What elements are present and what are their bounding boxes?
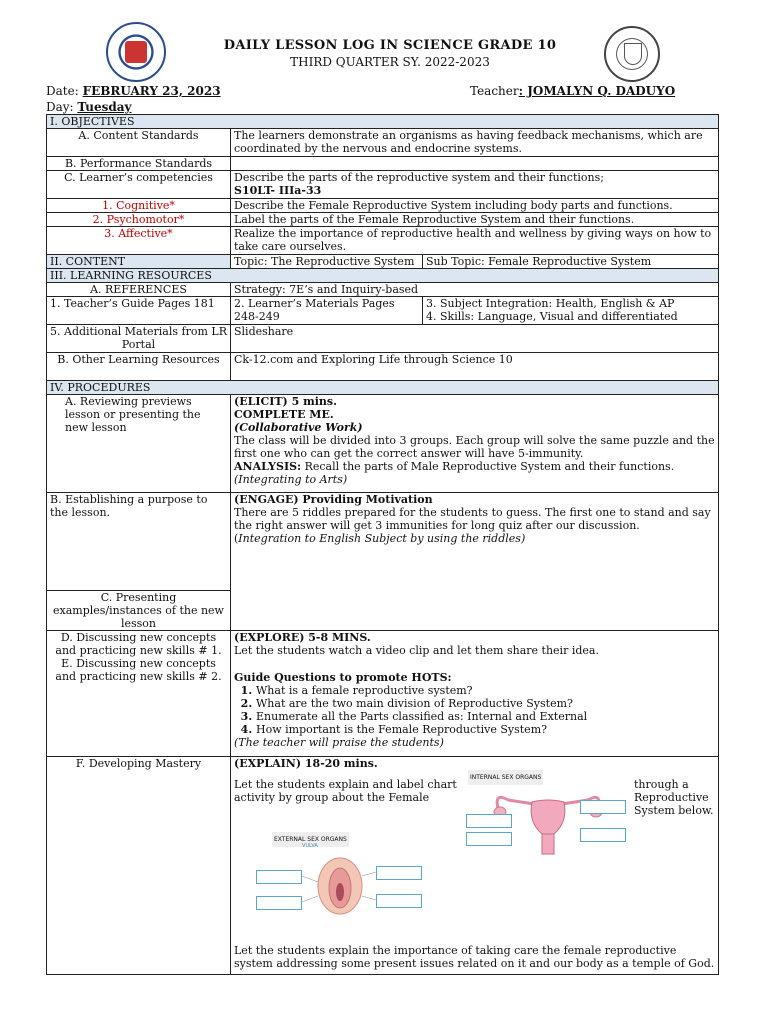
step-c-label: C. Presenting examples/instances of the new lesson [47, 591, 231, 631]
document-subtitle: THIRD QUARTER SY. 2022-2023 [290, 55, 490, 69]
other-resources-label: B. Other Learning Resources [47, 353, 231, 381]
performance-standards-label: B. Performance Standards [47, 157, 231, 171]
content-heading: II. CONTENT [47, 255, 231, 269]
hots-question: 3. Enumerate all the Parts classified as: Internal and External [256, 710, 715, 723]
external-organs-title: EXTERNAL SEX ORGANS [272, 832, 349, 847]
hots-question: 2. What are the two main division of Reproductive System? [256, 697, 715, 710]
day-value: Tuesday [77, 100, 132, 114]
learners-materials-text: 2. Learner’s Materials Pages 248-249 [231, 297, 423, 325]
content-topic: Topic: The Reproductive System [231, 255, 423, 269]
explain-text-bottom: Let the students explain the importance of taking care the female reproductive system addressing some present issues related on it and our body as a temple of God. [234, 944, 715, 970]
content-standards-label: A. Content Standards [47, 129, 231, 157]
step-a-label: A. Reviewing previews lesson or presenting the new lesson [47, 395, 231, 493]
other-resources-text: Ck-12.com and Exploring Life through Science 10 [231, 353, 719, 381]
performance-standards-text [231, 157, 719, 171]
lesson-log-table [46, 114, 719, 975]
affective-label: 3. Affective* [47, 227, 231, 255]
cognitive-text: Describe the Female Reproductive System including body parts and functions. [231, 199, 719, 213]
step-de-label: D. Discussing new concepts and practicing new skills # 1. E. Discussing new concepts and practicing new skills # 2. [47, 631, 231, 757]
step-f-label: F. Developing Mastery [47, 757, 231, 975]
hots-question-list [234, 684, 715, 736]
resources-heading: III. LEARNING RESOURCES [47, 269, 719, 283]
vulva-caption: VULVA [302, 843, 318, 849]
teacher-line: Teacher: JOMALYN Q. DADUYO [470, 84, 676, 98]
internal-organs-title: INTERNAL SEX ORGANS [468, 770, 543, 785]
internal-label-box[interactable] [580, 828, 626, 842]
competency-code: S10LT- IIIa-33 [234, 184, 322, 197]
internal-label-box[interactable] [466, 814, 512, 828]
objectives-heading: I. OBJECTIVES [47, 115, 719, 129]
additional-materials-label: 5. Additional Materials from LR Portal [47, 325, 231, 353]
date-line: Date: FEBRUARY 23, 2023 [46, 84, 221, 98]
day-line: Day: Tuesday [46, 100, 132, 114]
step-de-content: (EXPLORE) 5-8 MINS. Let the students watch a video clip and let them share their idea. Guide Questions to promote HOTS: 1. What is a female reproductive system? 2. What are the two main division of Reproductive System? 3. Enumerate all the Parts classified as: Internal and External 4. How important is the Female Reproductive System? (The teacher will praise the students) [231, 631, 719, 757]
reproductive-diagram-area [234, 770, 715, 916]
date-value: FEBRUARY 23, 2023 [82, 84, 221, 98]
step-a-content: (ELICIT) 5 mins. COMPLETE ME. (Collaborative Work) The class will be divided into 3 groups. Each group will solve the same puzzle and the first one who can get the correct answer will have 5-immunity. ANALYSIS: Recall the parts of Male Reproductive System and their functions. (Integrating to Arts) [231, 395, 719, 493]
psychomotor-label: 2. Psychomotor* [47, 213, 231, 227]
deped-seal-logo [106, 22, 166, 82]
integration-skills-text: 3. Subject Integration: Health, English & AP 4. Skills: Language, Visual and differentiated [423, 297, 719, 325]
school-seal-logo [604, 26, 660, 82]
step-b-label: B. Establishing a purpose to the lesson. [47, 493, 231, 591]
affective-text: Realize the importance of reproductive health and wellness by giving ways on how to take care ourselves. [231, 227, 719, 255]
external-organs-diagram [272, 832, 402, 920]
step-f-content: (EXPLAIN) 18-20 mins. Let the students explain and label chart activity by group about the Female through a Reproductive System below. EXTERNAL SEX ORGANS VULVA INTERNAL SEX ORGANS Let the students explain the importance of taking care the female reproductive system addressing some present issues related on it and our body as a temple of God. [231, 757, 719, 975]
content-standards-text: The learners demonstrate an organisms as having feedback mechanisms, which are coordinated by the nervous and endocrine systems. [231, 129, 719, 157]
step-bc-content: (ENGAGE) Providing Motivation There are 5 riddles prepared for the students to guess. The first one to stand and say the right answer will get 3 immunities for long quiz after our discussion. (Integration to English Subject by using the riddles) [231, 493, 719, 631]
additional-materials-text: Slideshare [231, 325, 719, 353]
hots-question: 4. How important is the Female Reproductive System? [256, 723, 715, 736]
explain-text-right: through a Reproductive System below. [634, 778, 714, 817]
procedures-heading: IV. PROCEDURES [47, 381, 719, 395]
content-subtopic: Sub Topic: Female Reproductive System [423, 255, 719, 269]
psychomotor-text: Label the parts of the Female Reproductive System and their functions. [231, 213, 719, 227]
external-label-box[interactable] [256, 870, 302, 884]
internal-label-box[interactable] [580, 800, 626, 814]
teachers-guide-text: 1. Teacher’s Guide Pages 181 [47, 297, 231, 325]
document-title: DAILY LESSON LOG IN SCIENCE GRADE 10 [223, 38, 557, 53]
internal-label-box[interactable] [466, 832, 512, 846]
hots-question: 1. What is a female reproductive system? [256, 684, 715, 697]
strategy-text: Strategy: 7E’s and Inquiry-based [231, 283, 719, 297]
external-label-box[interactable] [256, 896, 302, 910]
teacher-value: : JOMALYN Q. DADUYO [518, 84, 676, 98]
external-label-box[interactable] [376, 894, 422, 908]
explain-text-left: Let the students explain and label chart activity by group about the Female [234, 778, 457, 804]
references-label: A. REFERENCES [47, 283, 231, 297]
competencies-label: C. Learner’s competencies [47, 171, 231, 199]
cognitive-label: 1. Cognitive* [47, 199, 231, 213]
competencies-text: Describe the parts of the reproductive system and their functions; S10LT- IIIa-33 [231, 171, 719, 199]
external-label-box[interactable] [376, 866, 422, 880]
